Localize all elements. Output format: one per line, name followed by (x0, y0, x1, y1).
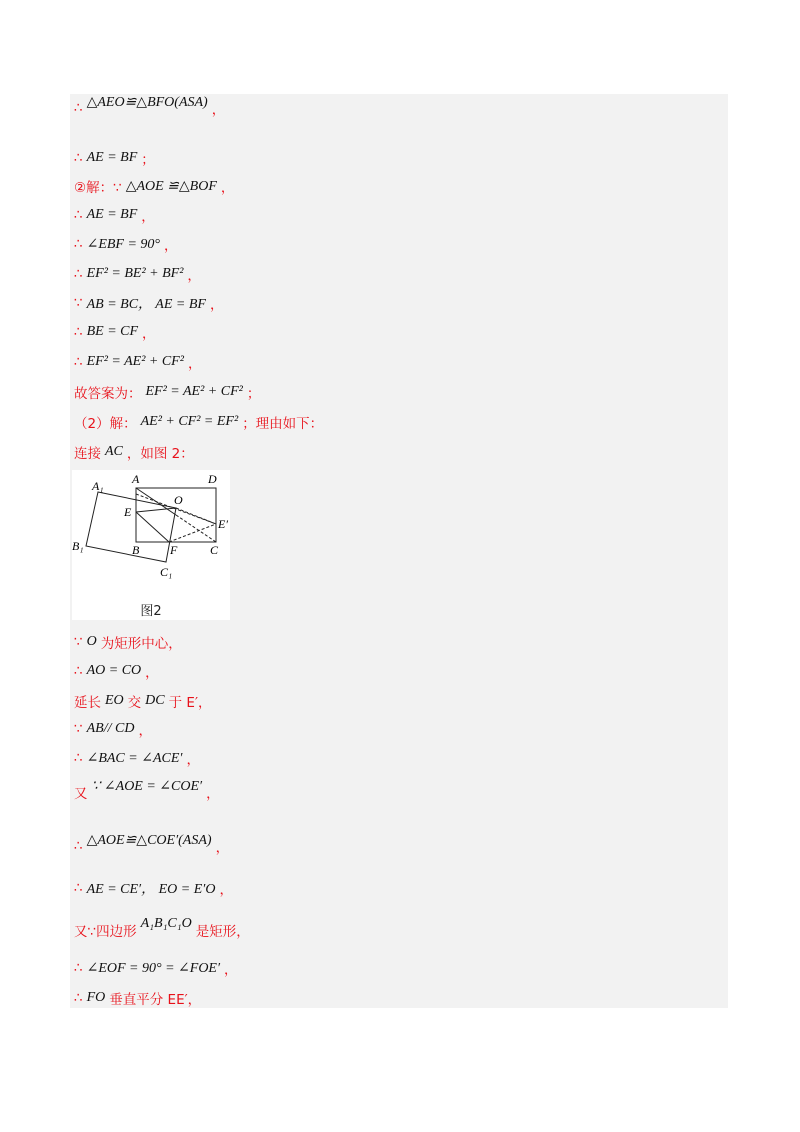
line-13: ∵ O 为矩形中心， (74, 634, 182, 652)
line-19: ∴ △AOE≌△COE′(ASA) ， (74, 832, 230, 856)
line-3: ②解：∵ △AOE ≌△BOF ， (74, 178, 235, 196)
line-10: 故答案为： EF² = AE² + CF² ； (74, 384, 261, 402)
geometry-figure (72, 470, 230, 620)
label-e-prime: E′ (218, 517, 228, 531)
line-17: ∴ ∠BAC = ∠ACE′ ， (74, 750, 200, 768)
line-22: ∴ ∠EOF = 90° = ∠FOE′ ， (74, 960, 238, 978)
label-c: C (210, 543, 219, 557)
label-b: B (132, 543, 140, 557)
punctuation: ， (211, 102, 226, 118)
segment-ef (136, 512, 169, 542)
line-18: 又 ∵ ∠AOE = ∠COE′ ， (74, 778, 220, 802)
label-c1: C₁ (160, 565, 173, 579)
label-e: E (124, 505, 132, 519)
line-8: ∴ BE = CF ， (74, 324, 156, 342)
line-11: （2）解： AE² + CF² = EF² ；理由如下： (74, 414, 324, 432)
line-16: ∵ AB// CD ， (74, 721, 152, 739)
label-o: O (174, 493, 183, 507)
figure-caption: 图2 (140, 604, 162, 619)
line-1 (74, 96, 225, 120)
line-14: ∴ AO = CO ， (74, 663, 159, 681)
therefore-symbol: ∴ (74, 100, 83, 116)
line-4: ∴ AE = BF ， (74, 207, 155, 225)
label-d: D (208, 472, 217, 486)
line-15: 延长 EO 交 DC 于 E′， (74, 693, 212, 711)
label-a: A (132, 472, 140, 486)
line-7: ∵ AB = BC， AE = BF ， (74, 295, 224, 313)
line-6: ∴ EF² = BE² + BF² ， (74, 266, 201, 284)
rect-a1b1c1o (86, 492, 176, 562)
figure-diagram (72, 470, 230, 600)
line-5: ∴ ∠EBF = 90° ， (74, 236, 178, 254)
line-23: ∴ FO 垂直平分 EE′， (74, 990, 202, 1008)
math-expr: △AEO≌△BFO(ASA) (86, 94, 208, 110)
segment-oe-prime (176, 508, 216, 524)
label-f: F (170, 543, 178, 557)
segment-oc (176, 515, 216, 542)
label-a1: A₁ (92, 479, 104, 493)
line-9: ∴ EF² = AE² + CF² ， (74, 354, 202, 372)
label-b1: B₁ (72, 539, 84, 553)
line-12: 连接 AC ，如图 2： (74, 444, 194, 462)
line-20: ∴ AE = CE′， EO = E′O ， (74, 880, 233, 898)
line-2: ∴ AE = BF ； (74, 150, 155, 168)
line-21: 又∵四边形 A₁B₁C₁O 是矩形， (74, 916, 250, 940)
